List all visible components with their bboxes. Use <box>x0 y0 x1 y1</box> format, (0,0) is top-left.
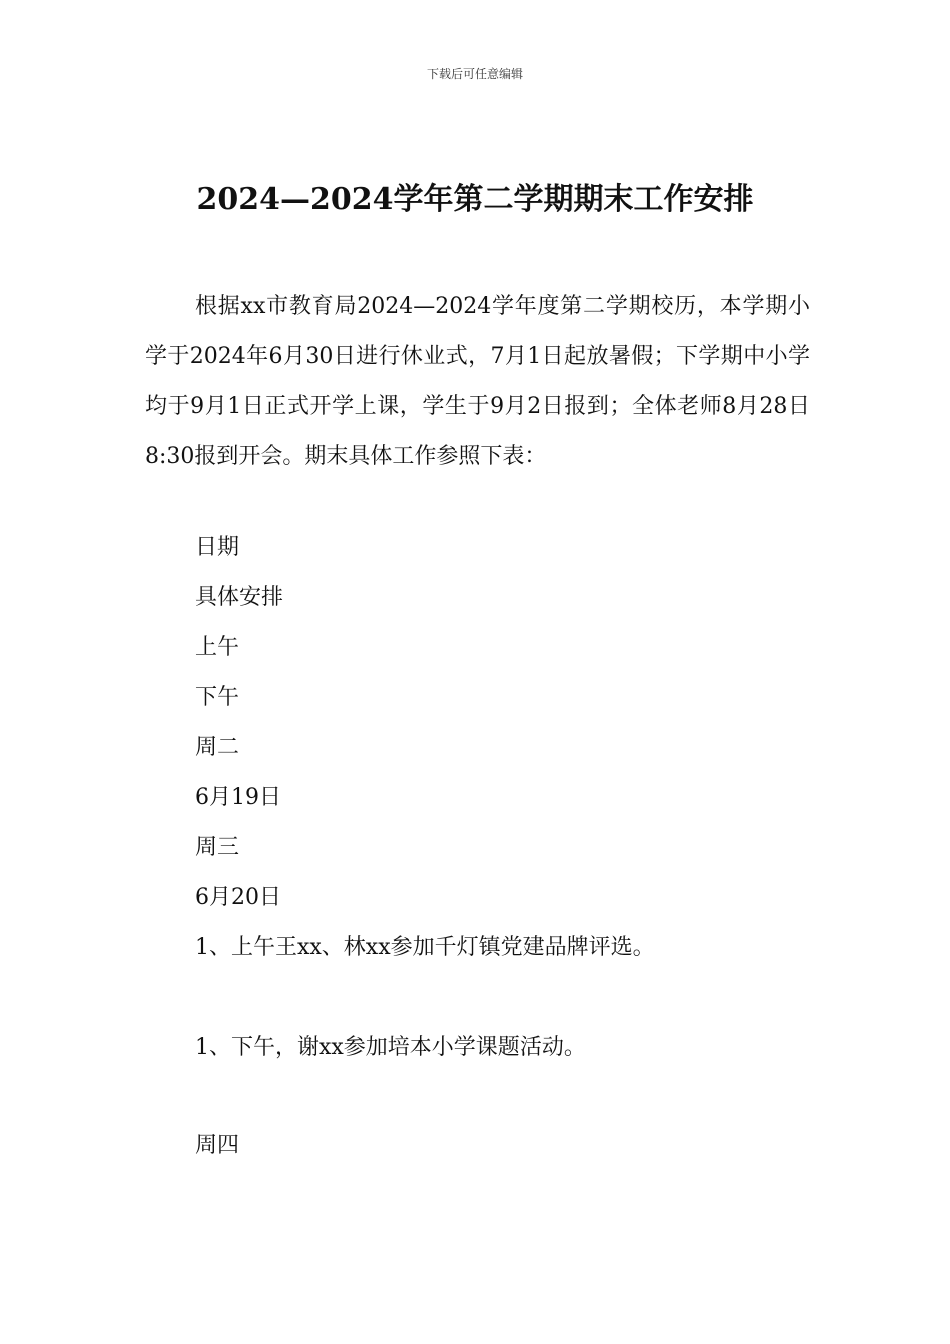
date-june-20: 6月20日 <box>195 885 281 910</box>
weekday-wednesday: 周三 <box>195 835 240 860</box>
table-header-afternoon: 下午 <box>195 685 240 710</box>
document-title: 2024—2024学年第二学期期末工作安排 <box>196 182 754 217</box>
header-note: 下载后可任意编辑 <box>426 67 523 81</box>
schedule-item-morning: 1、上午王xx、林xx参加千灯镇党建品牌评选。 <box>195 935 655 960</box>
weekday-tuesday: 周二 <box>195 735 240 760</box>
table-header-morning: 上午 <box>195 635 240 660</box>
weekday-thursday: 周四 <box>195 1133 240 1158</box>
schedule-item-afternoon: 1、下午，谢xx参加培本小学课题活动。 <box>195 1035 586 1060</box>
table-header-arrangement: 具体安排 <box>195 585 284 610</box>
intro-paragraph: 根据xx市教育局2024—2024学年度第二学期校历，本学期小学于2024年6月30日进行休业式，7月1日起放暑假；下学期中小学均于9月1日正式开学上课，学生于9月2日报到；全体老师8月28日8:30报到开会。期末具体工作参照下表： <box>145 294 810 469</box>
table-header-date: 日期 <box>195 535 240 560</box>
date-june-19: 6月19日 <box>195 785 281 810</box>
